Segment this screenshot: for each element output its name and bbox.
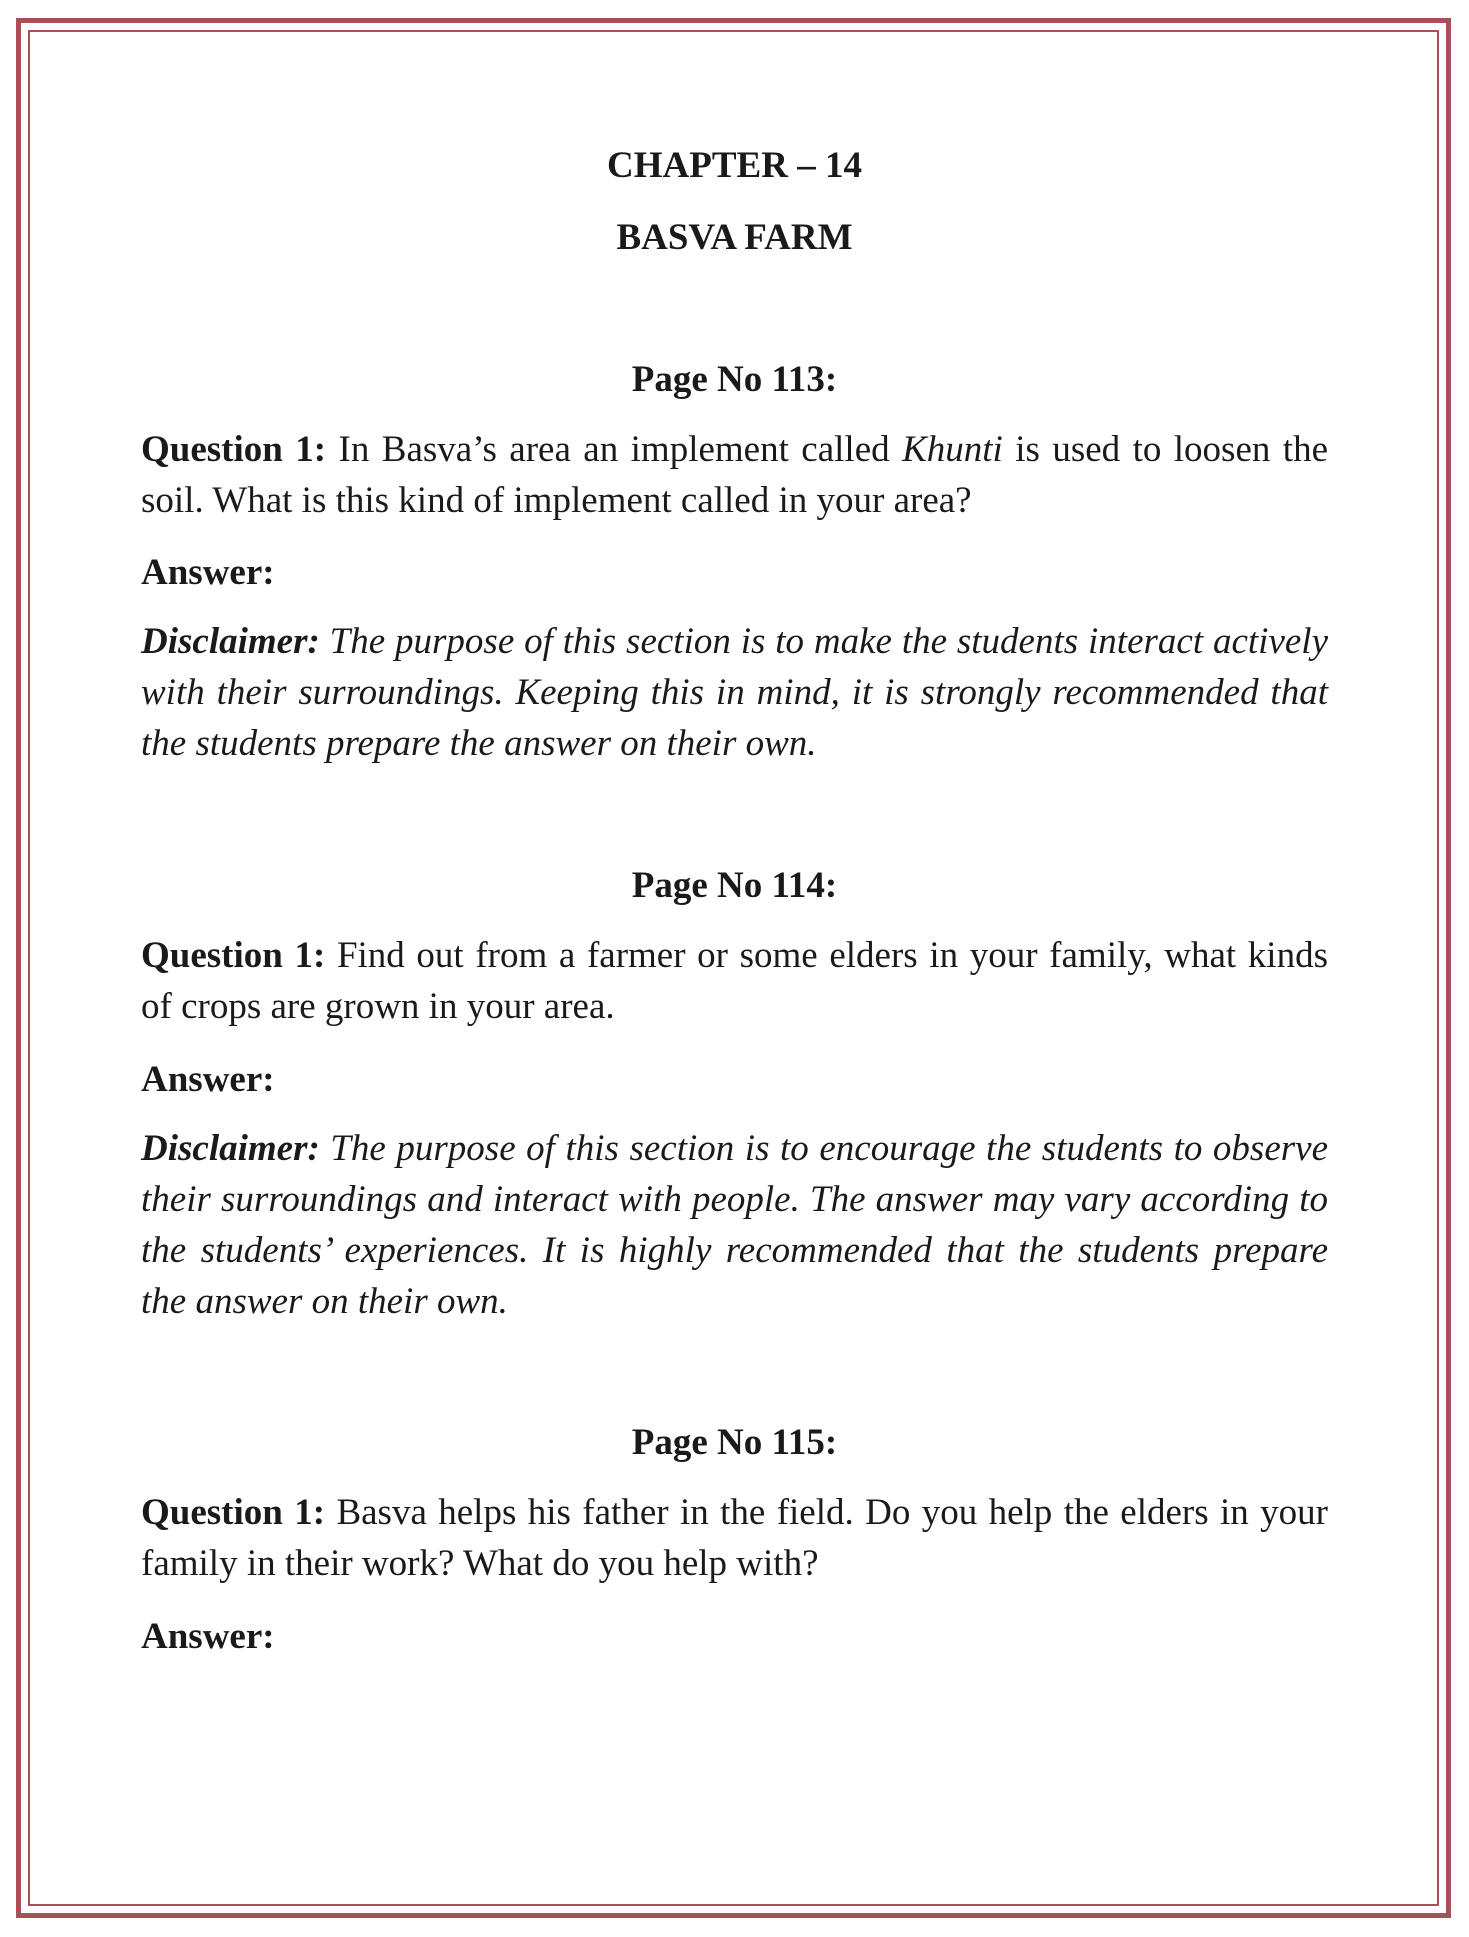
question-label: Question 1: bbox=[141, 935, 326, 976]
disclaimer-label: Disclaimer: bbox=[141, 1128, 320, 1169]
question-label: Question 1: bbox=[141, 429, 327, 470]
answer-label: Answer: bbox=[141, 552, 275, 593]
page-number-heading: Page No 114: bbox=[631, 865, 838, 906]
disclaimer-paragraph bbox=[141, 1123, 1328, 1327]
question-paragraph bbox=[141, 1487, 1328, 1589]
question-text: In Basva’s area an implement called bbox=[326, 429, 903, 470]
disclaimer-label: Disclaimer: bbox=[141, 621, 320, 662]
page-number-heading: Page No 115: bbox=[631, 1422, 838, 1463]
page-number-heading: Page No 113: bbox=[631, 359, 838, 400]
question-text: Basva helps his father in the field. Do you help the elders in your family in their work? What do you help with? bbox=[141, 1492, 1328, 1584]
chapter-subtitle: BASVA FARM bbox=[616, 217, 853, 258]
disclaimer-text: The purpose of this section is to encourage the students to observe their surroundings and interact with people. The answer may vary according to the students’ experiences. It is highly recommended that the students prepare the answer on their own. bbox=[141, 1128, 1328, 1322]
chapter-title: CHAPTER – 14 bbox=[607, 145, 862, 186]
disclaimer-paragraph bbox=[141, 616, 1328, 769]
question-label: Question 1: bbox=[141, 1492, 326, 1533]
answer-label: Answer: bbox=[141, 1616, 275, 1657]
question-paragraph bbox=[141, 424, 1328, 526]
question-paragraph bbox=[141, 930, 1328, 1032]
question-text-continued: is used to loosen the soil. What is this kind of implement called in your area? bbox=[141, 429, 1328, 521]
disclaimer-text: The purpose of this section is to make the students interact actively with their surroundings. Keeping this in mind, it is strongly recommended that the students prepare the answer on their own. bbox=[141, 621, 1328, 764]
question-text: Find out from a farmer or some elders in your family, what kinds of crops are grown in your area. bbox=[141, 935, 1328, 1027]
question-term: Khunti bbox=[902, 429, 1003, 470]
answer-label: Answer: bbox=[141, 1059, 275, 1100]
